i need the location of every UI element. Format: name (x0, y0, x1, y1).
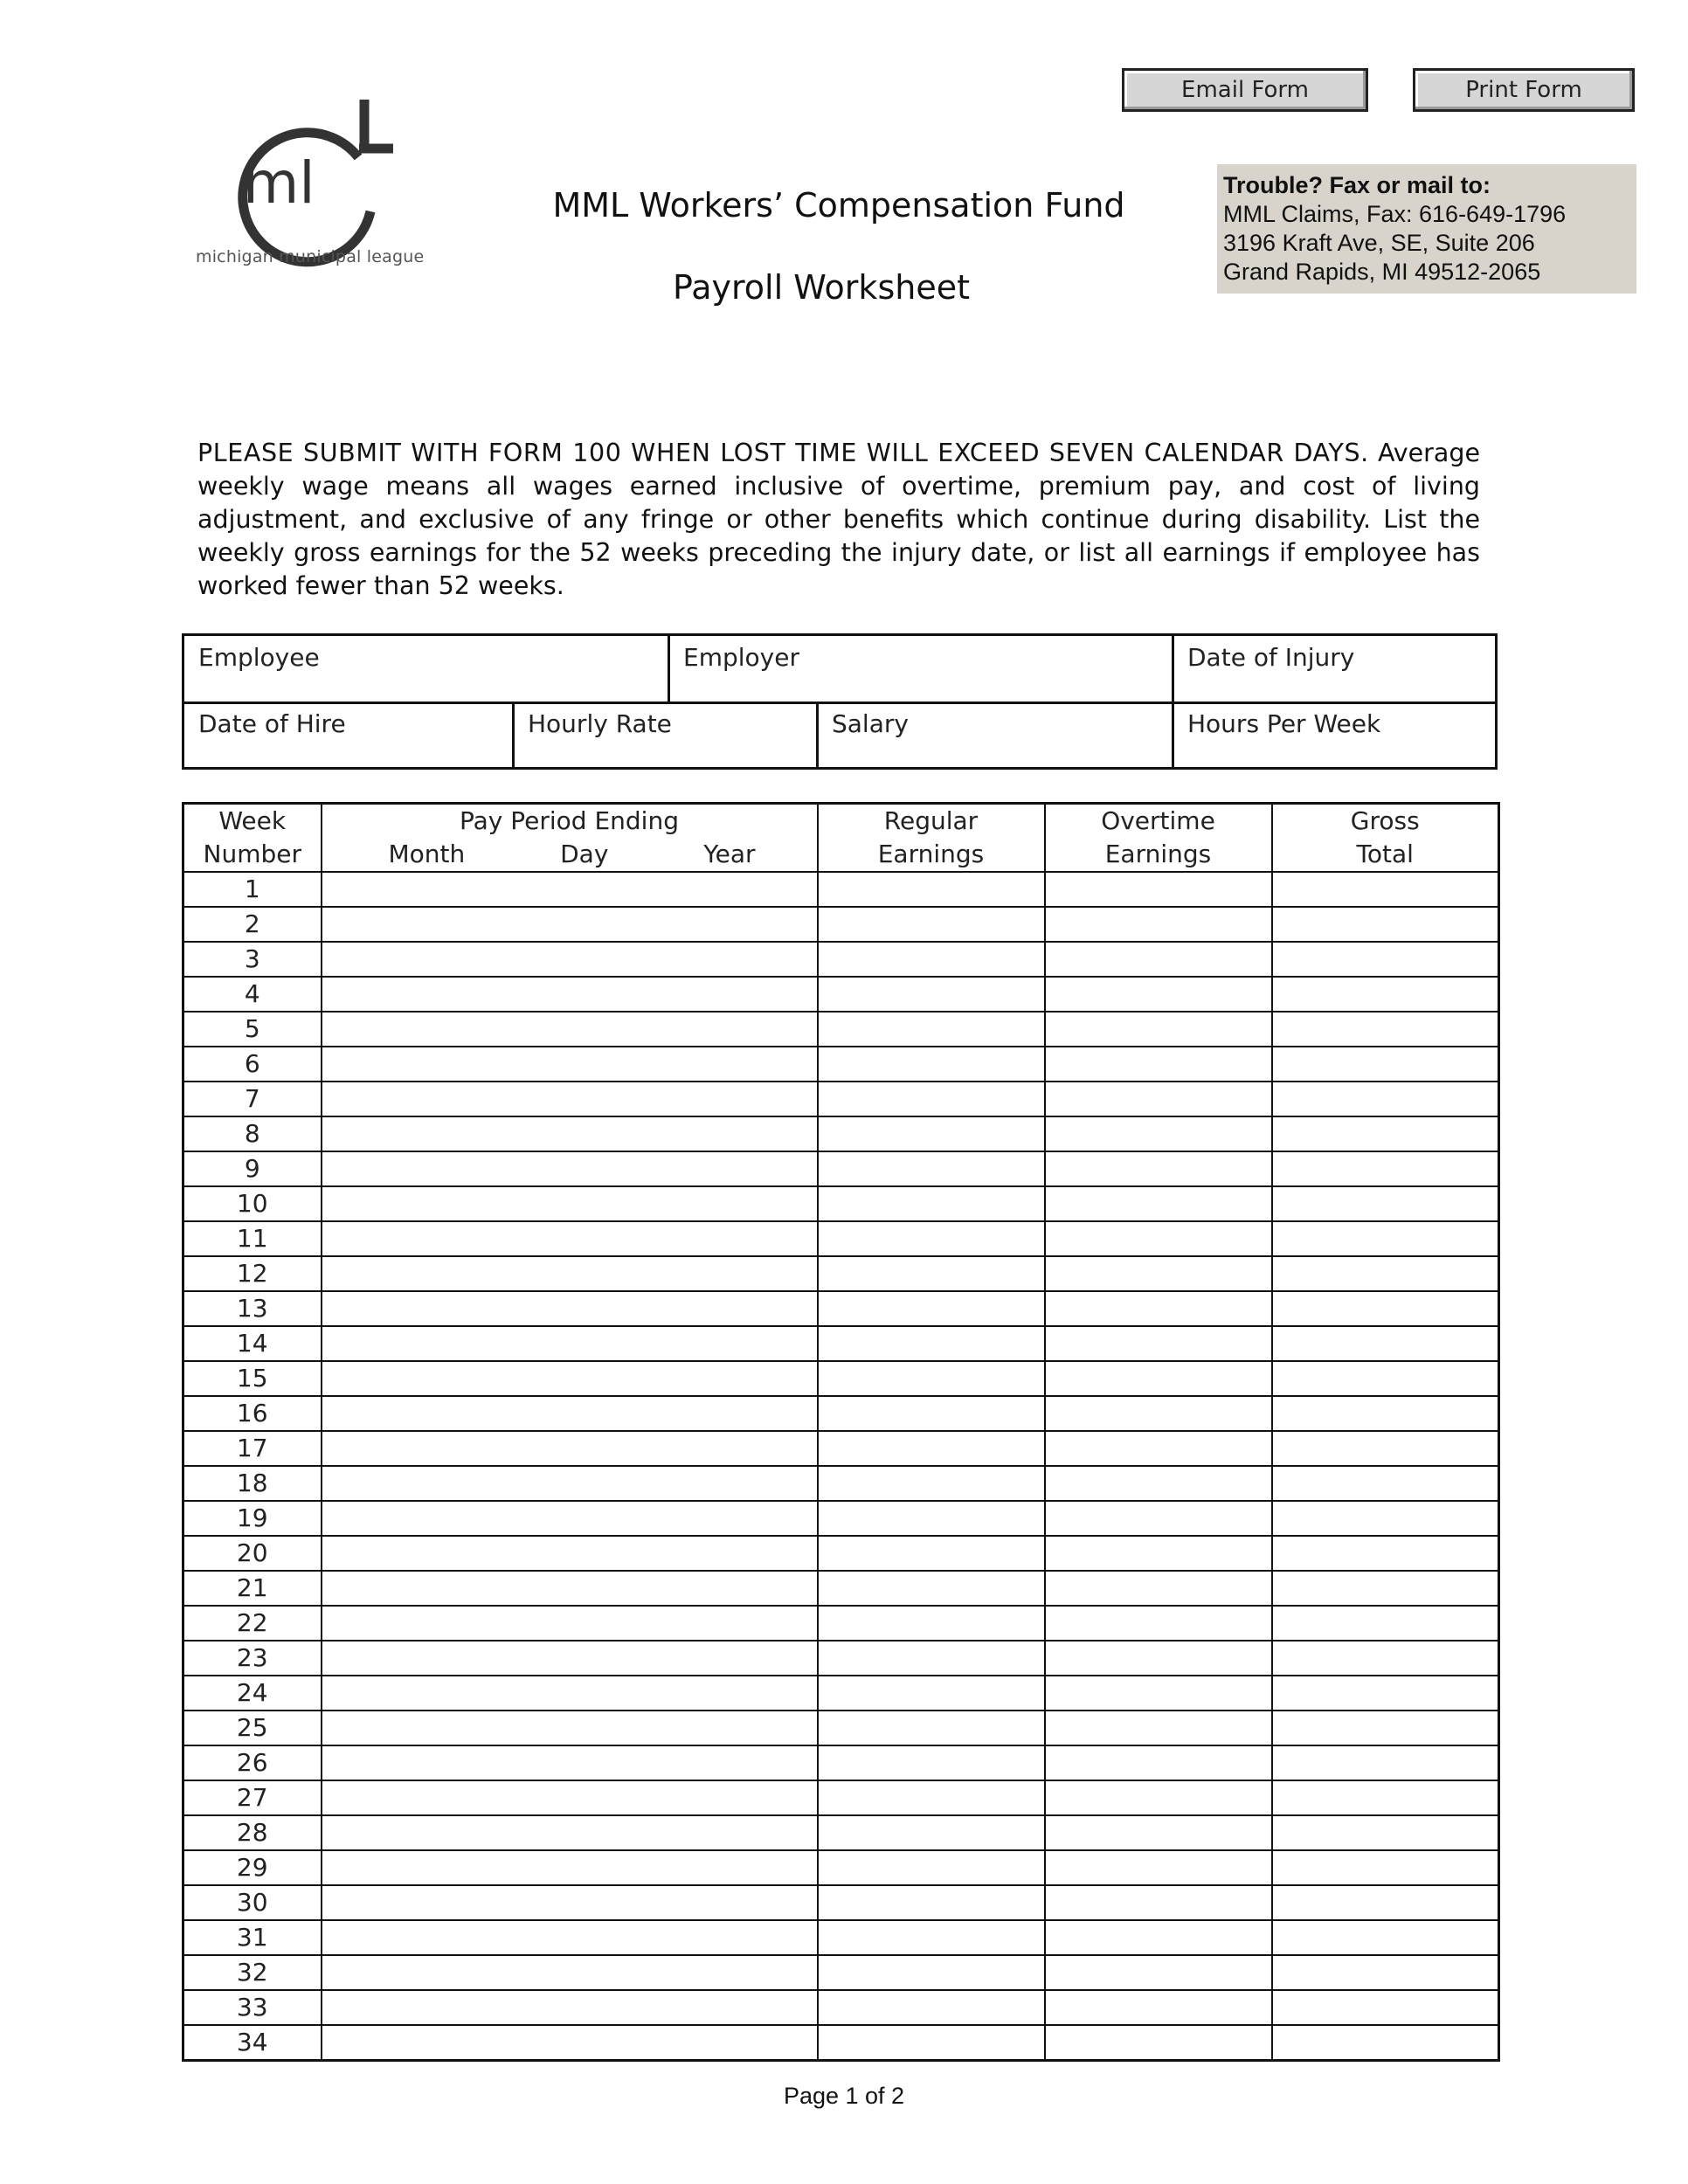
hourly-rate-field[interactable]: Hourly Rate (528, 709, 672, 738)
form-title: MML Workers’ Compensation Fund (552, 186, 1125, 225)
overtime-earnings-cell[interactable] (1045, 1186, 1272, 1221)
regular-earnings-cell[interactable] (818, 1815, 1045, 1850)
table-row (183, 1221, 1499, 1256)
gross-total-cell[interactable] (1272, 1955, 1499, 1990)
table-row (183, 1571, 1499, 1606)
overtime-earnings-cell[interactable] (1045, 1047, 1272, 1082)
week-number-cell: 18 (183, 1466, 322, 1501)
pay-period-cell[interactable] (322, 1920, 818, 1955)
table-row (183, 1955, 1499, 1990)
gross-total-cell[interactable] (1272, 1291, 1499, 1326)
regular-earnings-cell[interactable] (818, 1745, 1045, 1780)
week-number-cell: 27 (183, 1780, 322, 1815)
overtime-earnings-cell[interactable] (1045, 1151, 1272, 1186)
week-number-cell: 13 (183, 1291, 322, 1326)
mml-logo (190, 96, 426, 271)
page-number: Page 1 of 2 (783, 2083, 905, 2109)
instructions-body: Average weekly wage means all wages earned inclusive of overtime, premium pay, and cost of living adjustment, and exclusive of any fringe or other benefits which continue during disability. List the weekly gross earnings for the 52 weeks preceding the injury date, or list all earnings if employee has worked fewer than 52 weeks. (197, 439, 1480, 600)
table-row (183, 1256, 1499, 1291)
overtime-earnings-cell[interactable] (1045, 1221, 1272, 1256)
gross-total-cell[interactable] (1272, 1466, 1499, 1501)
regular-earnings-cell[interactable] (818, 1501, 1045, 1536)
pay-period-cell[interactable] (322, 1326, 818, 1361)
pay-period-cell[interactable] (322, 1745, 818, 1780)
pay-period-cell[interactable] (322, 907, 818, 942)
regular-earnings-cell[interactable] (818, 1082, 1045, 1116)
gross-total-cell[interactable] (1272, 1780, 1499, 1815)
pay-period-cell[interactable] (322, 1431, 818, 1466)
pay-period-cell[interactable] (322, 2025, 818, 2061)
week-number-cell: 12 (183, 1256, 322, 1291)
gross-total-cell[interactable] (1272, 1571, 1499, 1606)
contact-box (1217, 164, 1636, 294)
overtime-earnings-cell[interactable] (1045, 872, 1272, 907)
table-row (183, 1326, 1499, 1361)
gross-total-cell[interactable] (1272, 1396, 1499, 1431)
gross-total-cell[interactable] (1272, 1256, 1499, 1291)
overtime-earnings-cell[interactable] (1045, 1955, 1272, 1990)
gross-total-cell[interactable] (1272, 1606, 1499, 1641)
table-row (183, 1920, 1499, 1955)
pay-period-cell[interactable] (322, 1396, 818, 1431)
salary-field[interactable]: Salary (832, 709, 909, 738)
table-header-row (183, 804, 1499, 873)
overtime-earnings-header: Overtime Earnings (1045, 804, 1272, 873)
week-number-cell: 6 (183, 1047, 322, 1082)
pay-period-cell[interactable] (322, 942, 818, 977)
regular-earnings-cell[interactable] (818, 1256, 1045, 1291)
pay-period-cell[interactable] (322, 1186, 818, 1221)
table-row (183, 1676, 1499, 1711)
overtime-earnings-cell[interactable] (1045, 1641, 1272, 1676)
form-subtitle: Payroll Worksheet (673, 268, 970, 307)
gross-total-cell[interactable] (1272, 1151, 1499, 1186)
overtime-earnings-cell[interactable] (1045, 1745, 1272, 1780)
overtime-earnings-cell[interactable] (1045, 1990, 1272, 2025)
week-number-cell: 14 (183, 1326, 322, 1361)
week-number-cell: 9 (183, 1151, 322, 1186)
week-number-cell: 32 (183, 1955, 322, 1990)
regular-earnings-cell[interactable] (818, 1396, 1045, 1431)
pay-period-cell[interactable] (322, 1256, 818, 1291)
gross-total-cell[interactable] (1272, 1501, 1499, 1536)
overtime-earnings-cell[interactable] (1045, 1396, 1272, 1431)
table-row (183, 1711, 1499, 1745)
pay-period-cell[interactable] (322, 1221, 818, 1256)
pay-period-cell[interactable] (322, 1571, 818, 1606)
week-number-cell: 19 (183, 1501, 322, 1536)
email-form-button[interactable]: Email Form (1122, 68, 1368, 112)
pay-period-cell[interactable] (322, 1780, 818, 1815)
week-number-cell: 2 (183, 907, 322, 942)
regular-earnings-cell[interactable] (818, 1711, 1045, 1745)
overtime-earnings-cell[interactable] (1045, 1885, 1272, 1920)
week-number-cell: 23 (183, 1641, 322, 1676)
gross-total-cell[interactable] (1272, 1012, 1499, 1047)
table-row (183, 1501, 1499, 1536)
regular-earnings-cell[interactable] (818, 1780, 1045, 1815)
week-number-cell: 16 (183, 1396, 322, 1431)
table-row (183, 1990, 1499, 2025)
week-number-cell: 30 (183, 1885, 322, 1920)
gross-total-cell[interactable] (1272, 1047, 1499, 1082)
week-number-cell: 15 (183, 1361, 322, 1396)
week-number-cell: 8 (183, 1116, 322, 1151)
regular-earnings-cell[interactable] (818, 1466, 1045, 1501)
gross-total-cell[interactable] (1272, 1221, 1499, 1256)
gross-total-cell[interactable] (1272, 1326, 1499, 1361)
gross-total-cell[interactable] (1272, 1850, 1499, 1885)
gross-total-cell[interactable] (1272, 1815, 1499, 1850)
gross-total-cell[interactable] (1272, 977, 1499, 1012)
overtime-earnings-cell[interactable] (1045, 1711, 1272, 1745)
employer-field[interactable]: Employer (683, 643, 799, 672)
table-row (183, 1151, 1499, 1186)
gross-total-cell[interactable] (1272, 1082, 1499, 1116)
pay-period-cell[interactable] (322, 1606, 818, 1641)
week-number-cell: 17 (183, 1431, 322, 1466)
regular-earnings-cell[interactable] (818, 1990, 1045, 2025)
overtime-earnings-cell[interactable] (1045, 1326, 1272, 1361)
pay-period-cell[interactable] (322, 1641, 818, 1676)
table-row (183, 1361, 1499, 1396)
regular-earnings-cell[interactable] (818, 872, 1045, 907)
print-form-button[interactable]: Print Form (1413, 68, 1635, 112)
overtime-earnings-cell[interactable] (1045, 1082, 1272, 1116)
overtime-earnings-cell[interactable] (1045, 1780, 1272, 1815)
overtime-earnings-cell[interactable] (1045, 1920, 1272, 1955)
table-row (183, 977, 1499, 1012)
contact-line: Grand Rapids, MI 49512-2065 (1223, 259, 1541, 285)
table-row (183, 1012, 1499, 1047)
week-number-cell: 21 (183, 1571, 322, 1606)
table-row (183, 2025, 1499, 2061)
week-number-cell: 7 (183, 1082, 322, 1116)
overtime-earnings-cell[interactable] (1045, 1571, 1272, 1606)
regular-earnings-cell[interactable] (818, 1955, 1045, 1990)
regular-earnings-cell[interactable] (818, 1326, 1045, 1361)
gross-total-cell[interactable] (1272, 872, 1499, 907)
employee-field[interactable]: Employee (198, 643, 320, 672)
pay-period-cell[interactable] (322, 1151, 818, 1186)
regular-earnings-cell[interactable] (818, 907, 1045, 942)
pay-period-cell[interactable] (322, 977, 818, 1012)
table-row (183, 872, 1499, 907)
pay-period-cell[interactable] (322, 1466, 818, 1501)
table-row (183, 1082, 1499, 1116)
gross-total-header: Gross Total (1272, 804, 1499, 873)
week-number-cell: 22 (183, 1606, 322, 1641)
week-number-cell: 1 (183, 872, 322, 907)
pay-period-cell[interactable] (322, 1116, 818, 1151)
table-row (183, 1850, 1499, 1885)
regular-earnings-cell[interactable] (818, 1151, 1045, 1186)
week-number-header: Week Number (183, 804, 322, 873)
logo-org-name: michigan municipal league (196, 247, 425, 266)
regular-earnings-cell[interactable] (818, 1850, 1045, 1885)
regular-earnings-cell[interactable] (818, 942, 1045, 977)
instructions (197, 437, 1480, 603)
date-of-injury-field[interactable]: Date of Injury (1187, 643, 1355, 672)
pay-period-cell[interactable] (322, 1676, 818, 1711)
pay-period-cell[interactable] (322, 1885, 818, 1920)
gross-total-cell[interactable] (1272, 1920, 1499, 1955)
gross-total-cell[interactable] (1272, 907, 1499, 942)
week-number-cell: 28 (183, 1815, 322, 1850)
instructions-lead: PLEASE SUBMIT WITH FORM 100 WHEN LOST TIME WILL EXCEED SEVEN CALENDAR DAYS. (197, 439, 1369, 467)
overtime-earnings-cell[interactable] (1045, 1815, 1272, 1850)
week-number-cell: 29 (183, 1850, 322, 1885)
week-number-cell: 20 (183, 1536, 322, 1571)
regular-earnings-cell[interactable] (818, 1641, 1045, 1676)
overtime-earnings-cell[interactable] (1045, 2025, 1272, 2061)
table-row (183, 1606, 1499, 1641)
gross-total-cell[interactable] (1272, 942, 1499, 977)
pay-period-cell[interactable] (322, 1047, 818, 1082)
pay-period-cell[interactable] (322, 1536, 818, 1571)
overtime-earnings-cell[interactable] (1045, 1256, 1272, 1291)
week-number-cell: 5 (183, 1012, 322, 1047)
pay-period-cell[interactable] (322, 872, 818, 907)
pay-period-cell[interactable] (322, 1082, 818, 1116)
week-number-cell: 3 (183, 942, 322, 977)
table-row (183, 1116, 1499, 1151)
gross-total-cell[interactable] (1272, 1711, 1499, 1745)
week-number-cell: 31 (183, 1920, 322, 1955)
payroll-table (182, 802, 1500, 2062)
regular-earnings-cell[interactable] (818, 977, 1045, 1012)
pay-period-cell[interactable] (322, 1012, 818, 1047)
overtime-earnings-cell[interactable] (1045, 1606, 1272, 1641)
table-row (183, 1641, 1499, 1676)
overtime-earnings-cell[interactable] (1045, 907, 1272, 942)
regular-earnings-cell[interactable] (818, 1536, 1045, 1571)
week-number-cell: 26 (183, 1745, 322, 1780)
gross-total-cell[interactable] (1272, 1431, 1499, 1466)
overtime-earnings-cell[interactable] (1045, 977, 1272, 1012)
week-number-cell: 34 (183, 2025, 322, 2061)
pay-period-cell[interactable] (322, 1501, 818, 1536)
pay-period-cell[interactable] (322, 1815, 818, 1850)
regular-earnings-header: Regular Earnings (818, 804, 1045, 873)
gross-total-cell[interactable] (1272, 1990, 1499, 2025)
gross-total-cell[interactable] (1272, 1186, 1499, 1221)
table-row (183, 1047, 1499, 1082)
regular-earnings-cell[interactable] (818, 1186, 1045, 1221)
table-row (183, 1780, 1499, 1815)
regular-earnings-cell[interactable] (818, 1116, 1045, 1151)
overtime-earnings-cell[interactable] (1045, 1676, 1272, 1711)
gross-total-cell[interactable] (1272, 1116, 1499, 1151)
pay-period-cell[interactable] (322, 1291, 818, 1326)
regular-earnings-cell[interactable] (818, 1885, 1045, 1920)
pay-period-cell[interactable] (322, 1850, 818, 1885)
table-row (183, 1815, 1499, 1850)
regular-earnings-cell[interactable] (818, 1291, 1045, 1326)
overtime-earnings-cell[interactable] (1045, 1850, 1272, 1885)
week-number-cell: 25 (183, 1711, 322, 1745)
overtime-earnings-cell[interactable] (1045, 1431, 1272, 1466)
regular-earnings-cell[interactable] (818, 1920, 1045, 1955)
gross-total-cell[interactable] (1272, 1641, 1499, 1676)
gross-total-cell[interactable] (1272, 1885, 1499, 1920)
gross-total-cell[interactable] (1272, 1536, 1499, 1571)
gross-total-cell[interactable] (1272, 1676, 1499, 1711)
table-row (183, 1885, 1499, 1920)
pay-period-cell[interactable] (322, 1711, 818, 1745)
contact-heading: Trouble? Fax or mail to: (1223, 172, 1491, 198)
overtime-earnings-cell[interactable] (1045, 1536, 1272, 1571)
table-row (183, 942, 1499, 977)
week-number-cell: 10 (183, 1186, 322, 1221)
gross-total-cell[interactable] (1272, 2025, 1499, 2061)
regular-earnings-cell[interactable] (818, 1606, 1045, 1641)
year-subheader: Year (703, 840, 756, 868)
contact-line: MML Claims, Fax: 616-649-1796 (1223, 201, 1567, 227)
regular-earnings-cell[interactable] (818, 1012, 1045, 1047)
week-number-cell: 4 (183, 977, 322, 1012)
logo-mark: ml (243, 149, 315, 217)
regular-earnings-cell[interactable] (818, 1221, 1045, 1256)
week-number-cell: 33 (183, 1990, 322, 2025)
employee-info-box (182, 633, 1498, 770)
gross-total-cell[interactable] (1272, 1361, 1499, 1396)
gross-total-cell[interactable] (1272, 1745, 1499, 1780)
regular-earnings-cell[interactable] (818, 1571, 1045, 1606)
month-subheader: Month (388, 840, 466, 868)
overtime-earnings-cell[interactable] (1045, 1361, 1272, 1396)
pay-period-cell[interactable] (322, 1955, 818, 1990)
pay-period-cell[interactable] (322, 1361, 818, 1396)
overtime-earnings-cell[interactable] (1045, 1466, 1272, 1501)
overtime-earnings-cell[interactable] (1045, 942, 1272, 977)
table-row (183, 1466, 1499, 1501)
regular-earnings-cell[interactable] (818, 1361, 1045, 1396)
table-row (183, 1431, 1499, 1466)
regular-earnings-cell[interactable] (818, 1047, 1045, 1082)
regular-earnings-cell[interactable] (818, 1676, 1045, 1711)
table-row (183, 1536, 1499, 1571)
regular-earnings-cell[interactable] (818, 1431, 1045, 1466)
table-row (183, 907, 1499, 942)
overtime-earnings-cell[interactable] (1045, 1291, 1272, 1326)
pay-period-ending-header: Pay Period Ending Month Day Year (322, 804, 818, 873)
table-row (183, 1396, 1499, 1431)
overtime-earnings-cell[interactable] (1045, 1116, 1272, 1151)
week-number-cell: 11 (183, 1221, 322, 1256)
contact-line: 3196 Kraft Ave, SE, Suite 206 (1223, 230, 1535, 256)
overtime-earnings-cell[interactable] (1045, 1012, 1272, 1047)
hours-per-week-field[interactable]: Hours Per Week (1187, 709, 1381, 738)
date-of-hire-field[interactable]: Date of Hire (198, 709, 346, 738)
table-row (183, 1745, 1499, 1780)
day-subheader: Day (560, 840, 609, 868)
overtime-earnings-cell[interactable] (1045, 1501, 1272, 1536)
week-number-cell: 24 (183, 1676, 322, 1711)
table-row (183, 1186, 1499, 1221)
table-row (183, 1291, 1499, 1326)
regular-earnings-cell[interactable] (818, 2025, 1045, 2061)
pay-period-cell[interactable] (322, 1990, 818, 2025)
